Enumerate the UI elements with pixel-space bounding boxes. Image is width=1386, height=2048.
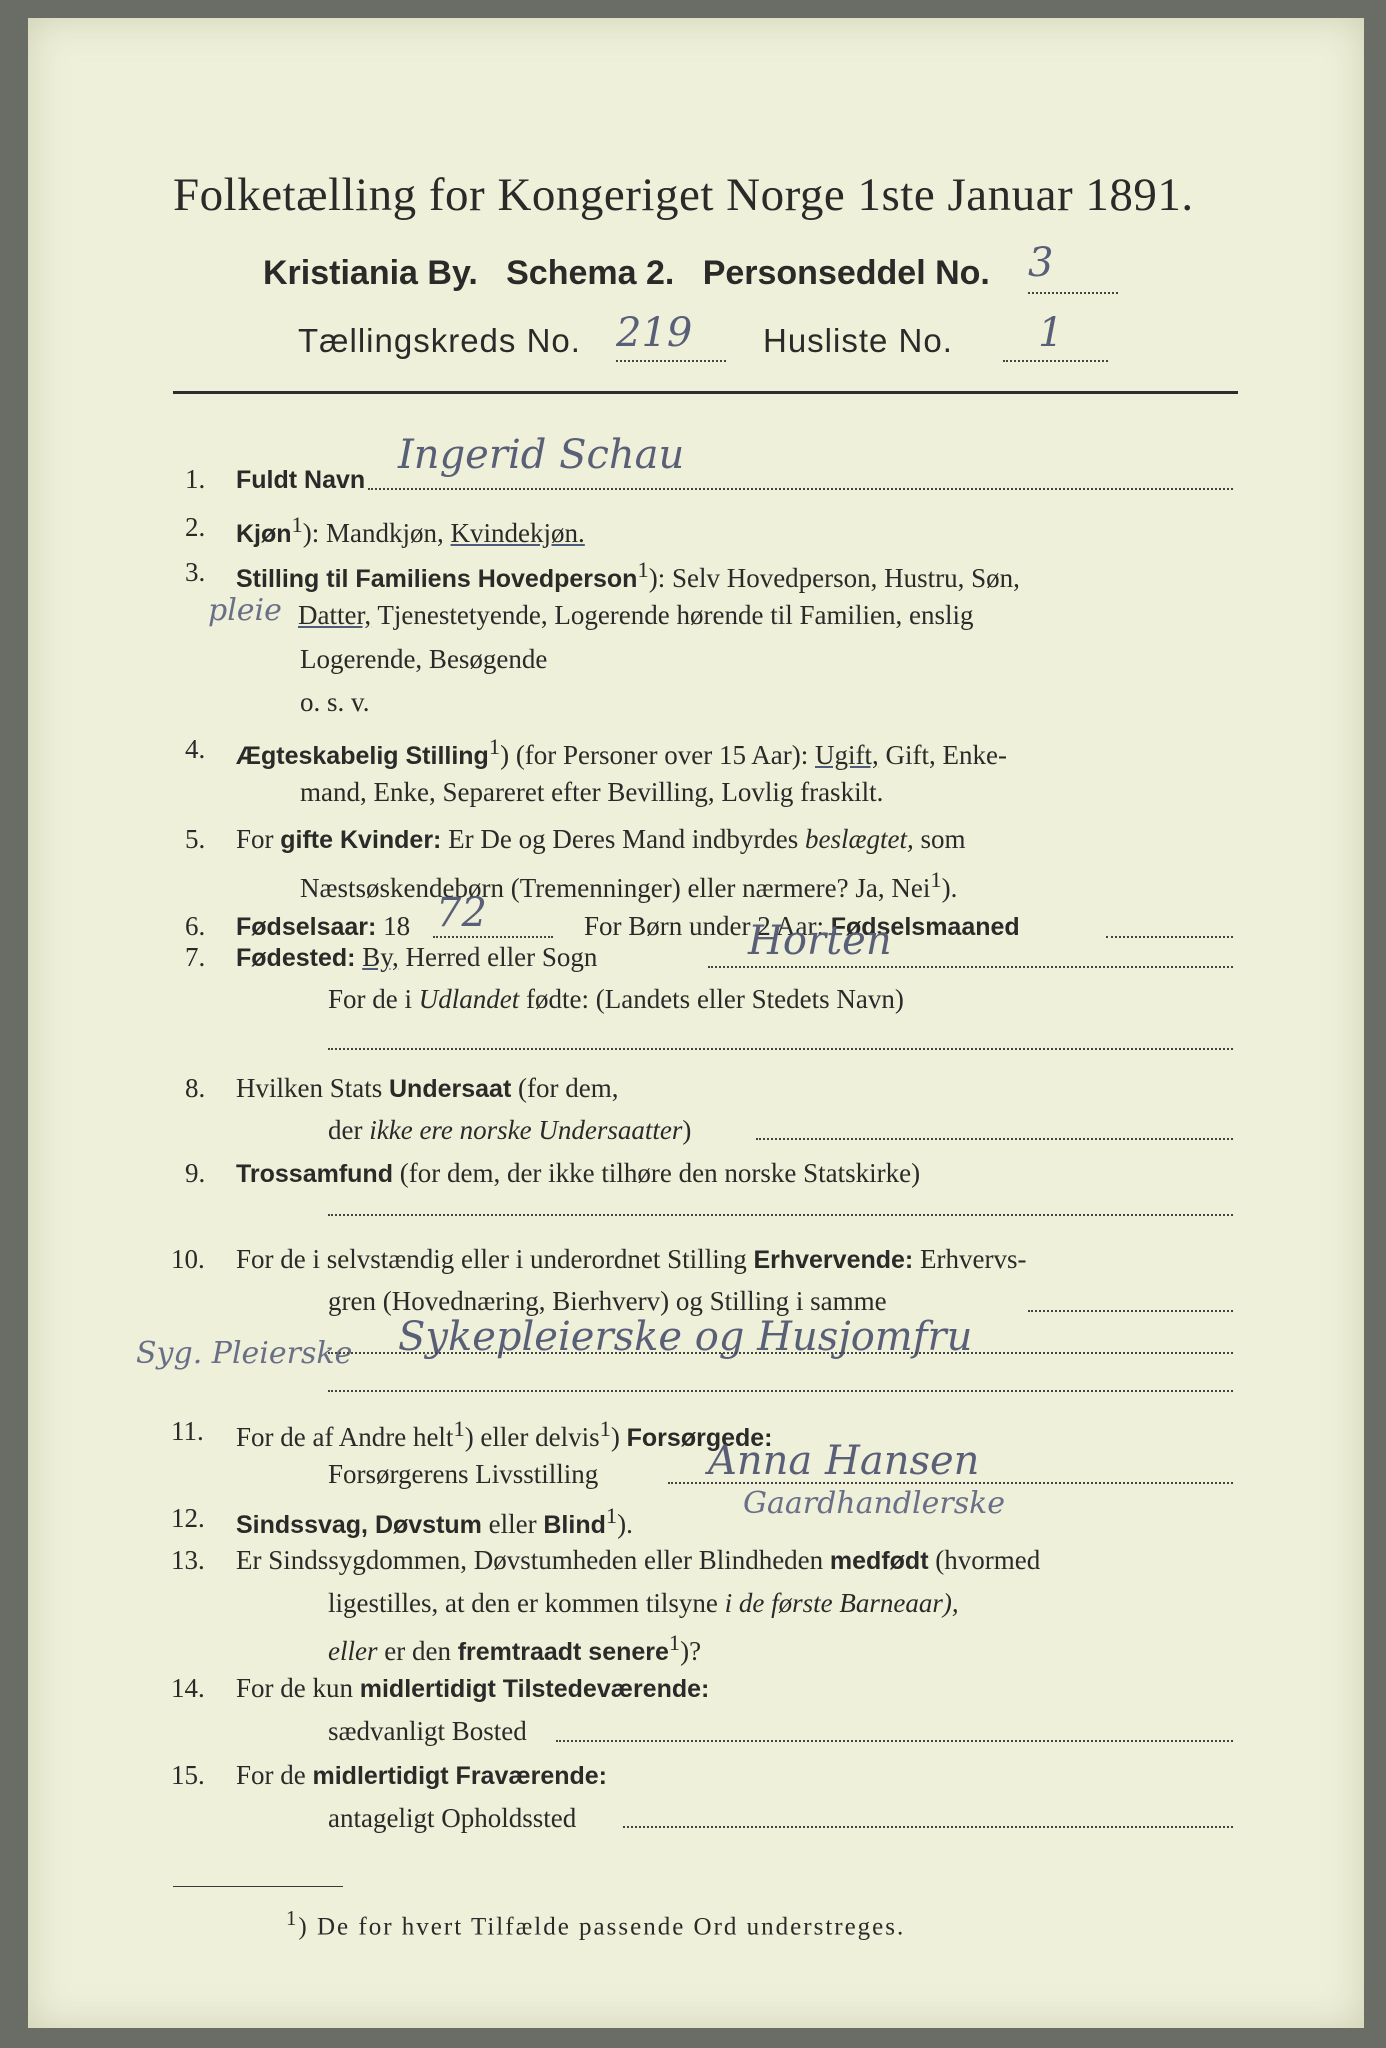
married-women-question: Er De og Deres Mand indbyrdes bbox=[441, 824, 806, 854]
occupation-dots-1 bbox=[1028, 1310, 1233, 1312]
insane-deaf-label: Sindssvag, Døvstum bbox=[236, 1511, 482, 1539]
occupation-line-1 bbox=[236, 1244, 1026, 1275]
congenital-line-1 bbox=[236, 1545, 1040, 1576]
citizenship-close: ) bbox=[682, 1115, 692, 1145]
birthplace-value: Horten bbox=[748, 918, 892, 964]
birth-year-dots bbox=[433, 936, 553, 938]
congenital-line-2 bbox=[328, 1588, 959, 1619]
family-position-options-1: ): Selv Hovedperson, Hustru, Søn, bbox=[648, 563, 1020, 593]
marital-options-1a: ) (for Personer over 15 Aar): bbox=[500, 740, 815, 770]
footnote-mark: 1 bbox=[637, 557, 649, 582]
religion-dots bbox=[328, 1214, 1233, 1216]
item-number-12: 12. bbox=[171, 1503, 205, 1533]
congenital-end: )? bbox=[680, 1636, 702, 1666]
supported-close: ) bbox=[610, 1422, 627, 1452]
foreign-birth-line bbox=[328, 984, 904, 1015]
footnote-mark: 1 bbox=[605, 1503, 618, 1528]
family-position-label: Stilling til Familiens Hovedperson bbox=[236, 565, 638, 593]
citizenship-dots bbox=[756, 1138, 1233, 1140]
footnote-sup: 1 bbox=[286, 1906, 299, 1930]
temporary-absent-label: midlertidigt Fraværende: bbox=[312, 1762, 607, 1790]
citizenship-line-2 bbox=[328, 1115, 691, 1146]
item-number-10: 10. bbox=[171, 1244, 205, 1274]
married-women-line-2 bbox=[300, 867, 957, 904]
religion-label: Trossamfund bbox=[236, 1160, 393, 1188]
citizenship-line-1 bbox=[236, 1073, 618, 1104]
item-number-11: 11. bbox=[171, 1416, 204, 1446]
birth-month-dots bbox=[1106, 936, 1233, 938]
footnote-mark: 1 bbox=[668, 1630, 681, 1655]
header-line-2 bbox=[263, 254, 990, 293]
marital-line-1 bbox=[236, 734, 1007, 771]
gender-options: ): Mandkjøn, bbox=[302, 518, 451, 548]
disability-line bbox=[236, 1503, 633, 1540]
congenital-eller: eller bbox=[328, 1636, 378, 1666]
husliste-dots bbox=[1003, 360, 1108, 362]
gender-label: Kjøn bbox=[236, 520, 292, 548]
occupation-prefix: For de i selvstændig eller i underordnet Stilling bbox=[236, 1244, 754, 1274]
foster-prefix-handwritten: pleie bbox=[208, 593, 282, 628]
personseddel-dots bbox=[1028, 292, 1118, 294]
temporary-absent-line bbox=[236, 1760, 607, 1791]
full-name-value: Ingerid Schau bbox=[398, 432, 685, 478]
supporter-occupation-label: Forsørgerens Livsstilling bbox=[328, 1459, 599, 1489]
item-number-2: 2. bbox=[185, 512, 206, 542]
foreign-birth-text: fødte: (Landets eller Stedets Navn) bbox=[519, 984, 904, 1014]
supported-line-1 bbox=[236, 1416, 773, 1453]
congenital-suffix: (hvormed bbox=[928, 1545, 1041, 1575]
probable-residence-label: antageligt Opholdssted bbox=[328, 1803, 577, 1833]
usual-residence-label: sædvanligt Bosted bbox=[328, 1716, 527, 1746]
temporary-absent-prefix: For de bbox=[236, 1760, 313, 1790]
under-two-text: For Børn under 2 Aar: bbox=[584, 911, 824, 941]
occupation-dots-3 bbox=[328, 1390, 1233, 1392]
related-italic: beslægtet, bbox=[805, 824, 914, 854]
temporary-present-prefix: For de kun bbox=[236, 1673, 360, 1703]
item-number-13: 13. bbox=[171, 1545, 205, 1575]
occupation-label: Erhvervende: bbox=[753, 1246, 914, 1274]
supporter-dots bbox=[668, 1482, 1233, 1484]
husliste-number: 1 bbox=[1038, 310, 1064, 356]
supporter-value: Anna Hansen bbox=[708, 1438, 980, 1484]
gender-selected-female: Kvindekjøn. bbox=[450, 518, 585, 548]
citizenship-der: der bbox=[328, 1115, 370, 1145]
marital-label: Ægteskabelig Stilling bbox=[236, 742, 489, 770]
item-number-14: 14. bbox=[171, 1673, 205, 1703]
religion-text: (for dem, der ikke tilhøre den norske Statskirke) bbox=[392, 1158, 921, 1188]
census-form-page bbox=[28, 18, 1364, 2028]
disability-or: eller bbox=[481, 1509, 544, 1539]
schema-label: Schema 2. bbox=[506, 254, 675, 292]
temporary-present-label: midlertidigt Tilstedeværende: bbox=[359, 1675, 710, 1703]
footnote-mark: 1 bbox=[488, 734, 501, 759]
family-position-line-4: o. s. v. bbox=[300, 687, 370, 717]
marital-line-2: mand, Enke, Separeret efter Bevilling, Lovlig fraskilt. bbox=[300, 777, 884, 807]
footnote-mark: 1 bbox=[599, 1416, 611, 1441]
item-number-1: 1. bbox=[185, 464, 206, 494]
non-norwegian-italic: ikke ere norske Undersaatter bbox=[369, 1115, 683, 1145]
occupation-value: Sykepleierske og Husjomfru bbox=[398, 1314, 973, 1360]
item-number-8: 8. bbox=[185, 1073, 206, 1103]
footnote-rule bbox=[173, 1886, 343, 1887]
family-position-line-1 bbox=[236, 557, 1020, 594]
birthplace-label: Fødested: bbox=[236, 944, 356, 972]
birth-month-label: Fødselsmaaned bbox=[830, 913, 1020, 941]
footnote-mark: 1 bbox=[291, 512, 303, 537]
later-onset-label: fremtraadt senere bbox=[457, 1638, 669, 1666]
item-number-7: 7. bbox=[185, 942, 206, 972]
city-label: Kristiania By. bbox=[263, 254, 478, 292]
disability-close: ). bbox=[617, 1509, 633, 1539]
birthplace-dots bbox=[708, 966, 1233, 968]
taellingskreds-dots bbox=[616, 360, 726, 362]
blind-label: Blind bbox=[543, 1511, 606, 1539]
family-position-line-3: Logerende, Besøgende bbox=[300, 644, 548, 674]
married-women-prefix: For bbox=[236, 824, 281, 854]
probable-residence-dots bbox=[623, 1826, 1233, 1828]
birth-year-label: Fødselsaar: bbox=[236, 913, 377, 941]
citizenship-label: Undersaat bbox=[389, 1075, 512, 1103]
usual-residence-dots bbox=[556, 1740, 1233, 1742]
married-women-end: ). bbox=[941, 873, 958, 903]
birth-year-line bbox=[236, 911, 410, 942]
supported-partly: ) eller delvis bbox=[464, 1422, 600, 1452]
congenital-text-2: ligestilles, at den er kommen tilsyne bbox=[328, 1588, 725, 1618]
personseddel-label: Personseddel No. bbox=[702, 254, 990, 292]
citizenship-note: (for dem, bbox=[511, 1073, 619, 1103]
item-number-5: 5. bbox=[185, 824, 206, 854]
full-name-dots bbox=[368, 488, 1233, 490]
item-number-15: 15. bbox=[171, 1760, 205, 1790]
family-position-line-2 bbox=[298, 600, 973, 631]
supported-prefix: For de af Andre helt bbox=[236, 1422, 454, 1452]
birth-year-prefix: 18 bbox=[376, 911, 411, 941]
personseddel-number: 3 bbox=[1028, 240, 1054, 286]
birthplace-options: Herred eller Sogn bbox=[398, 942, 598, 972]
birth-year-value: 72 bbox=[436, 890, 487, 936]
item-number-3: 3. bbox=[185, 557, 206, 587]
taellingskreds-label: Tællingskreds No. bbox=[298, 322, 581, 359]
marital-selected-unmarried: Ugift, bbox=[814, 740, 879, 770]
occupation-line-2: gren (Hovednæring, Bierhverv) og Stilling i samme bbox=[328, 1286, 887, 1316]
taellingskreds-number: 219 bbox=[616, 310, 693, 356]
form-title: Folketælling for Kongeriget Norge 1ste Januar 1891. bbox=[173, 169, 1194, 221]
item-number-4: 4. bbox=[185, 734, 206, 764]
footnote-mark: 1 bbox=[930, 867, 942, 892]
abroad-italic: Udlandet bbox=[418, 984, 520, 1014]
married-women-line-1 bbox=[236, 824, 966, 855]
congenital-label: medfødt bbox=[829, 1547, 929, 1575]
occupation-suffix: Erhvervs- bbox=[913, 1244, 1027, 1274]
birthplace-line bbox=[236, 942, 597, 973]
occupation-dots-2 bbox=[328, 1352, 1233, 1354]
marital-options-1b: Gift, Enke- bbox=[878, 740, 1007, 770]
religion-line bbox=[236, 1158, 920, 1189]
footnote-mark: 1 bbox=[453, 1416, 465, 1441]
occupation-margin-note: Syg. Pleierske bbox=[136, 1336, 353, 1371]
footnote-text: ) De for hvert Tilfælde passende Ord understreges. bbox=[298, 1913, 906, 1941]
item-number-9: 9. bbox=[185, 1158, 206, 1188]
foreign-birth-prefix: For de i bbox=[328, 984, 419, 1014]
header-rule bbox=[173, 391, 1238, 394]
family-position-options-2: Tjenestetyende, Logerende hørende til Familien, enslig bbox=[377, 600, 974, 630]
husliste-label: Husliste No. bbox=[763, 322, 953, 359]
gender-line bbox=[236, 512, 585, 549]
daughter-selected: Datter, bbox=[298, 600, 372, 630]
footnote bbox=[286, 1906, 905, 1941]
congenital-line-3 bbox=[328, 1630, 701, 1667]
supporter-title-value: Gaardhandlerske bbox=[743, 1486, 1006, 1521]
congenital-question: Er Sindssygdommen, Døvstumheden eller Blindheden bbox=[236, 1545, 830, 1575]
married-women-label: gifte Kvinder: bbox=[280, 826, 442, 854]
married-women-question-2: Næstsøskendebørn (Tremenninger) eller nærmere? Ja, Nei bbox=[300, 873, 931, 903]
foreign-birth-dots bbox=[328, 1048, 1233, 1050]
citizenship-prefix: Hvilken Stats bbox=[236, 1073, 389, 1103]
early-childhood-italic: i de første Barneaar), bbox=[724, 1588, 959, 1618]
married-women-som: som bbox=[913, 824, 966, 854]
item-number-6: 6. bbox=[185, 911, 206, 941]
full-name-label: Fuldt Navn bbox=[236, 466, 366, 494]
birthplace-selected-city: By, bbox=[362, 942, 399, 972]
congenital-text-3: er den bbox=[377, 1636, 458, 1666]
temporary-present-line bbox=[236, 1673, 709, 1704]
supported-label: Forsørgede: bbox=[626, 1424, 773, 1452]
